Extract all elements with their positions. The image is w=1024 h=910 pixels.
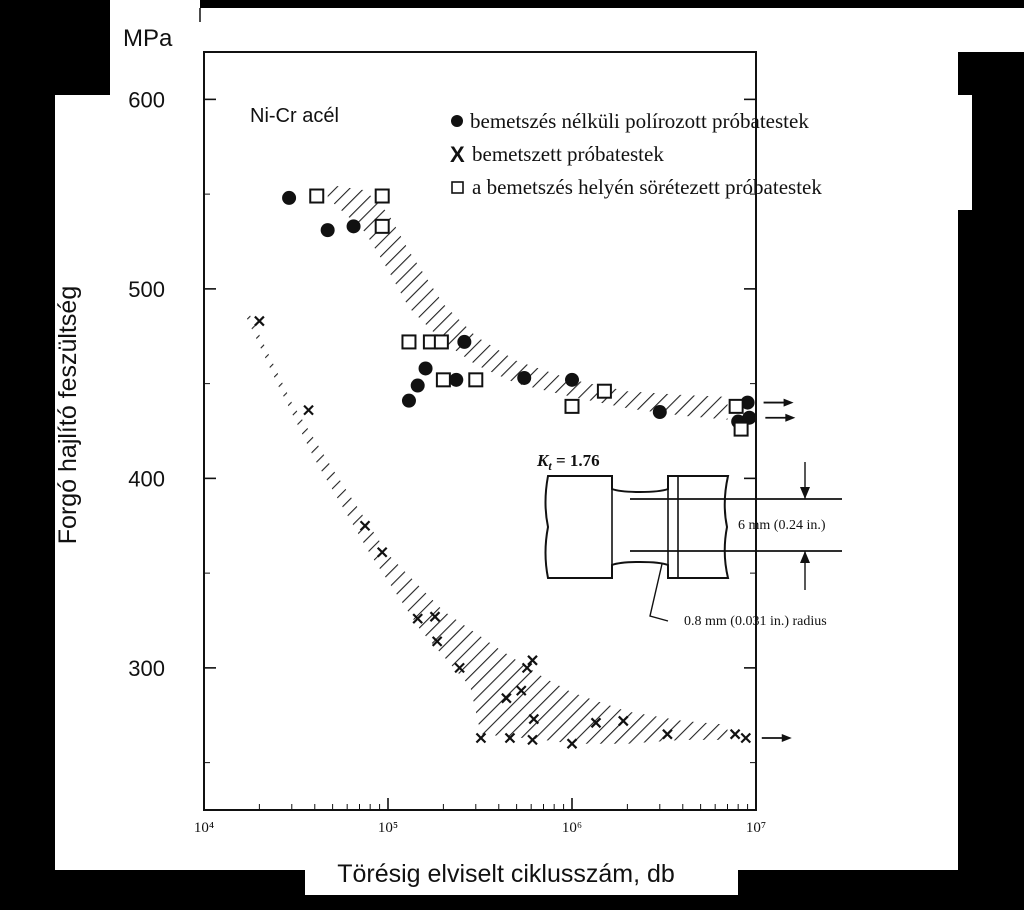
point-shot-peened (730, 400, 743, 413)
point-polished (282, 191, 296, 205)
point-polished (517, 371, 531, 385)
y-unit-label: MPa (123, 25, 173, 52)
y-tick-label: 300 (128, 655, 165, 681)
y-tick-label: 600 (128, 87, 165, 113)
point-polished (321, 223, 335, 237)
y-tick-label: 500 (128, 276, 165, 302)
point-polished (457, 335, 471, 349)
legend-entry-3: a bemetszés helyén sörétezett próbatestek (472, 175, 822, 199)
y-tick-label: 400 (128, 466, 165, 492)
point-shot-peened (310, 190, 323, 203)
point-shot-peened (402, 335, 415, 348)
point-polished (419, 361, 433, 375)
point-polished (411, 379, 425, 393)
point-shot-peened (598, 385, 611, 398)
point-polished (565, 373, 579, 387)
legend-marker-filled-circle (451, 115, 463, 127)
radius-label: 0.8 mm (0.031 in.) radius (684, 614, 827, 629)
point-shot-peened (735, 423, 748, 436)
legend-entry-1: bemetszés nélküli polírozott próbatestek (470, 109, 809, 133)
point-shot-peened (566, 400, 579, 413)
x-tick-label: 10⁷ (745, 820, 767, 836)
point-shot-peened (376, 190, 389, 203)
point-polished (347, 219, 361, 233)
point-polished (402, 394, 416, 408)
point-polished (449, 373, 463, 387)
point-shot-peened (437, 373, 450, 386)
x-axis-label: Törésig elviselt ciklusszám, db (337, 860, 675, 888)
point-polished (653, 405, 667, 419)
y-axis-label: Forgó hajlító feszültség (54, 285, 82, 545)
x-tick-label: 10⁵ (377, 820, 399, 836)
diameter-label: 6 mm (0.24 in.) (738, 518, 826, 533)
kt-label: $K_t = 1.76$ (537, 451, 600, 473)
legend-marker-x: X (450, 142, 465, 167)
point-shot-peened (376, 220, 389, 233)
point-shot-peened (469, 373, 482, 386)
x-tick-label: 10⁴ (193, 820, 215, 836)
point-shot-peened (435, 335, 448, 348)
material-annotation: Ni-Cr acél (250, 105, 339, 127)
legend-entry-2: bemetszett próbatestek (472, 142, 664, 166)
x-tick-label: 10⁶ (561, 820, 583, 836)
